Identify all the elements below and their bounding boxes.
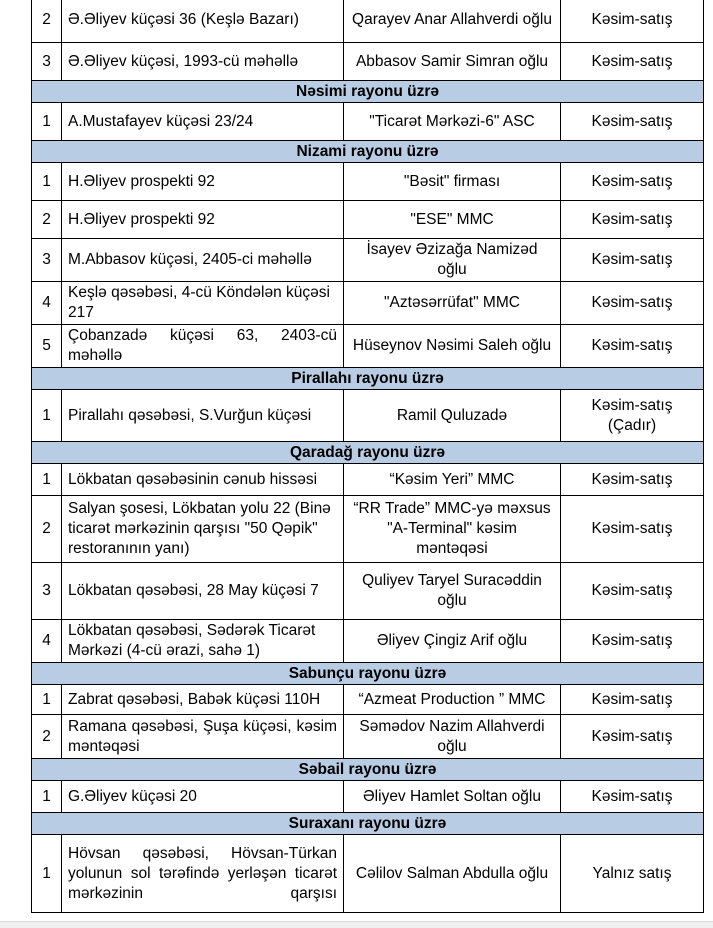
address-cell: G.Əliyev küçəsi 20 (62, 781, 344, 813)
address-cell: Salyan şosesi, Lökbatan yolu 22 (Binə ticarət mərkəzinin qarşısı "50 Qəpik" restoranının yanı) (62, 496, 344, 563)
owner-cell: Səmədov Nazim Allahverdi oğlu (344, 715, 561, 759)
section-title: Sabunçu rayonu üzrə (32, 663, 704, 685)
owner-cell: Qarayev Anar Allahverdi oğlu (344, 0, 561, 43)
type-cell: Kəsim-satış (561, 103, 704, 141)
table-row (32, 43, 704, 81)
address-cell: Lökbatan qəsəbəsinin cənub hissəsi (62, 464, 344, 496)
section-header (32, 368, 704, 390)
type-cell: Kəsim-satış (561, 563, 704, 620)
table-row (32, 0, 704, 43)
table-row (32, 563, 704, 620)
type-cell: Kəsim-satış (Çadır) (561, 390, 704, 442)
row-number: 4 (32, 620, 62, 663)
owner-cell: Cəlilov Salman Abdulla oğlu (344, 835, 561, 913)
listing-table (31, 0, 704, 913)
address-cell: Ramana qəsəbəsi, Şuşa küçəsi, kəsim məntəqəsi (62, 715, 344, 759)
type-cell: Kəsim-satış (561, 163, 704, 201)
address-cell: Pirallahı qəsəbəsi, S.Vurğun küçəsi (62, 390, 344, 442)
table-row (32, 685, 704, 715)
owner-cell: "ESE" MMC (344, 201, 561, 239)
address-cell: H.Əliyev prospekti 92 (62, 163, 344, 201)
table-row (32, 103, 704, 141)
row-number: 3 (32, 239, 62, 282)
type-cell: Kəsim-satış (561, 43, 704, 81)
section-title: Qaradağ rayonu üzrə (32, 442, 704, 464)
table-row (32, 201, 704, 239)
address-cell: H.Əliyev prospekti 92 (62, 201, 344, 239)
row-number: 2 (32, 201, 62, 239)
section-header (32, 141, 704, 163)
type-cell: Kəsim-satış (561, 685, 704, 715)
row-number: 2 (32, 0, 62, 43)
type-cell: Kəsim-satış (561, 239, 704, 282)
owner-cell: Abbasov Samir Simran oğlu (344, 43, 561, 81)
table-row (32, 781, 704, 813)
owner-cell: Quliyev Taryel Suracəddin oğlu (344, 563, 561, 620)
section-header (32, 81, 704, 103)
section-header (32, 663, 704, 685)
type-cell: Kəsim-satış (561, 781, 704, 813)
row-number: 2 (32, 715, 62, 759)
address-cell: Hövsan qəsəbəsi, Hövsan-Türkan yolunun sol tərəfində yerləşən ticarət mərkəzinin qarşısı (62, 835, 344, 913)
table-row (32, 715, 704, 759)
address-cell: A.Mustafayev küçəsi 23/24 (62, 103, 344, 141)
type-cell: Kəsim-satış (561, 715, 704, 759)
row-number: 1 (32, 835, 62, 913)
row-number: 4 (32, 282, 62, 325)
owner-cell: “Azmeat Production ” MMC (344, 685, 561, 715)
table-row (32, 496, 704, 563)
section-title: Nizami rayonu üzrə (32, 141, 704, 163)
address-cell: Çobanzadə küçəsi 63, 2403-cü məhəllə (62, 325, 344, 368)
owner-cell: "Ticarət Mərkəzi-6" ASC (344, 103, 561, 141)
table-row (32, 239, 704, 282)
owner-cell: Hüseynov Nəsimi Saleh oğlu (344, 325, 561, 368)
address-cell: Ə.Əliyev küçəsi, 1993-cü məhəllə (62, 43, 344, 81)
type-cell: Kəsim-satış (561, 325, 704, 368)
owner-cell: “Kəsim Yeri” MMC (344, 464, 561, 496)
address-cell: Zabrat qəsəbəsi, Babək küçəsi 110H (62, 685, 344, 715)
section-title: Pirallahı rayonu üzrə (32, 368, 704, 390)
type-cell: Kəsim-satış (561, 496, 704, 563)
row-number: 1 (32, 103, 62, 141)
type-cell: Kəsim-satış (561, 282, 704, 325)
table-row (32, 163, 704, 201)
table-row (32, 835, 704, 913)
table-row (32, 325, 704, 368)
address-cell: M.Abbasov küçəsi, 2405-ci məhəllə (62, 239, 344, 282)
table-row (32, 620, 704, 663)
address-cell: Lökbatan qəsəbəsi, 28 May küçəsi 7 (62, 563, 344, 620)
row-number: 3 (32, 563, 62, 620)
section-title: Səbail rayonu üzrə (32, 759, 704, 781)
row-number: 1 (32, 781, 62, 813)
owner-cell: "Bəsit" firması (344, 163, 561, 201)
row-number: 3 (32, 43, 62, 81)
type-cell: Kəsim-satış (561, 0, 704, 43)
type-cell: Yalnız satış (561, 835, 704, 913)
table-row (32, 390, 704, 442)
row-number: 1 (32, 390, 62, 442)
owner-cell: "Aztəsərrüfat" MMC (344, 282, 561, 325)
table-row (32, 282, 704, 325)
owner-cell: Əliyev Hamlet Soltan oğlu (344, 781, 561, 813)
owner-cell: Əliyev Çingiz Arif oğlu (344, 620, 561, 663)
section-title: Suraxanı rayonu üzrə (32, 813, 704, 835)
table-row (32, 464, 704, 496)
row-number: 1 (32, 163, 62, 201)
row-number: 1 (32, 685, 62, 715)
owner-cell: Ramil Quluzadə (344, 390, 561, 442)
owner-cell: “RR Trade” MMC-yə məxsus "A-Terminal" kəsim məntəqəsi (344, 496, 561, 563)
address-cell: Keşlə qəsəbəsi, 4-cü Köndələn küçəsi 217 (62, 282, 344, 325)
row-number: 2 (32, 496, 62, 563)
section-title: Nəsimi rayonu üzrə (32, 81, 704, 103)
address-cell: Lökbatan qəsəbəsi, Sədərək Ticarət Mərkəzi (4-cü ərazi, sahə 1) (62, 620, 344, 663)
row-number: 5 (32, 325, 62, 368)
type-cell: Kəsim-satış (561, 620, 704, 663)
section-header (32, 813, 704, 835)
type-cell: Kəsim-satış (561, 201, 704, 239)
owner-cell: İsayev Əzizağa Namizəd oğlu (344, 239, 561, 282)
section-header (32, 759, 704, 781)
row-number: 1 (32, 464, 62, 496)
address-cell: Ə.Əliyev küçəsi 36 (Keşlə Bazarı) (62, 0, 344, 43)
section-header (32, 442, 704, 464)
type-cell: Kəsim-satış (561, 464, 704, 496)
